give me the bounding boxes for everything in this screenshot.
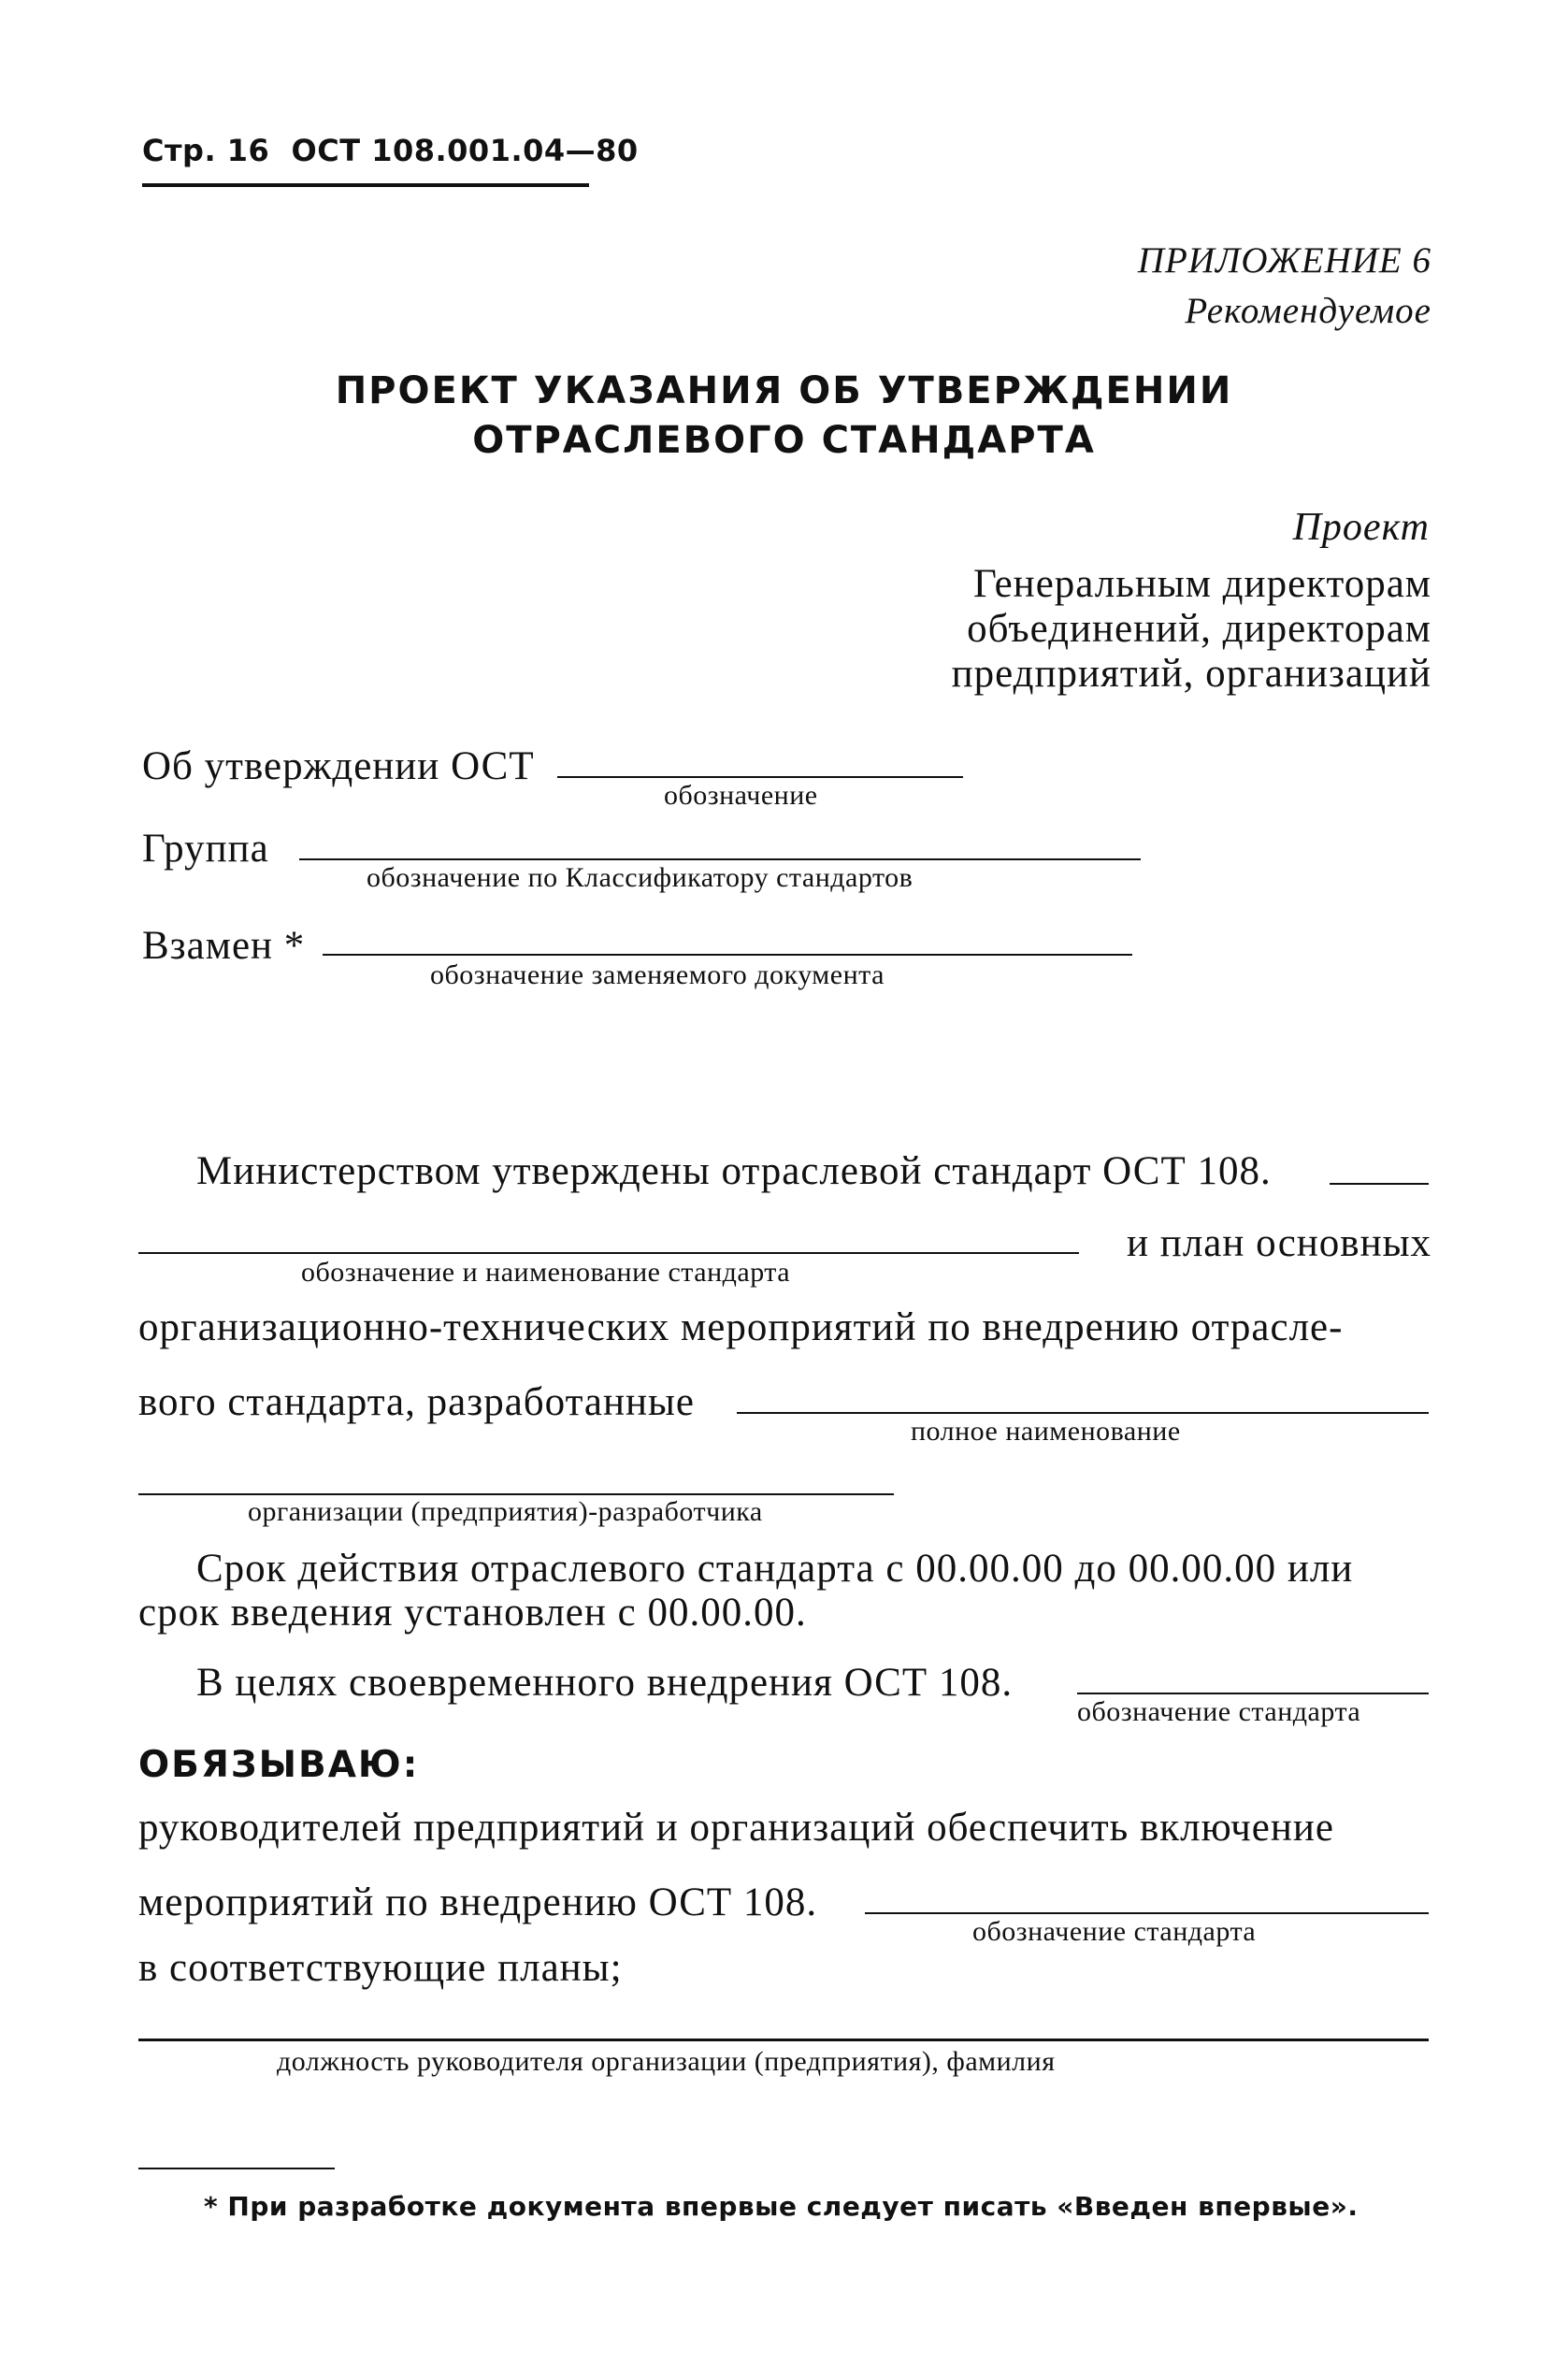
body-p1-line1: Министерством утверждены отраслевой стандарт ОСТ 108. [196, 1149, 1272, 1193]
p1-blank-line4 [138, 1493, 894, 1495]
p4-blank-line [865, 1912, 1429, 1914]
group-blank-line [299, 858, 1141, 860]
p1-blank-line2 [138, 1252, 1079, 1254]
body-p2-line1: Срок действия отраслевого стандарта с 00.00.00 до 00.00.00 или [196, 1547, 1354, 1591]
footnote-text: * При разработке документа впервые следует писать «Введен впервые». [204, 2191, 1359, 2222]
page-header [142, 133, 639, 168]
p1-blank-line1 [1330, 1183, 1429, 1185]
body-p2-line2: срок введения установлен с 00.00.00. [138, 1591, 807, 1635]
p3-caption: обозначение стандарта [1077, 1696, 1361, 1727]
group-label: Группа [142, 827, 269, 871]
appendix-status: Рекомендуемое [1185, 291, 1431, 331]
document-title-line2: ОТРАСЛЕВОГО СТАНДАРТА [472, 419, 1096, 462]
body-p1-line2-tail: и план основных [1127, 1221, 1431, 1265]
p1-caption-organization: организации (предприятия)-разработчика [248, 1496, 763, 1527]
signature-caption: должность руководителя организации (предприятия), фамилия [277, 2046, 1056, 2077]
addressee-line3: предприятий, организаций [951, 652, 1431, 696]
replace-caption: обозначение заменяемого документа [430, 959, 885, 990]
oblige-heading: ОБЯЗЫВАЮ: [138, 1744, 420, 1786]
appendix-number: ПРИЛОЖЕНИЕ 6 [1137, 240, 1431, 281]
standard-code: ОСТ 108.001.04—80 [291, 133, 639, 168]
body-p3-line1: В целях своевременного внедрения ОСТ 108. [196, 1661, 1014, 1705]
signature-line [138, 2039, 1429, 2041]
addressee-line1: Генеральным директорам [973, 562, 1431, 606]
footnote-rule [138, 2168, 335, 2169]
p1-caption-fullname: полное наименование [911, 1416, 1181, 1447]
approval-caption: обозначение [664, 780, 818, 811]
body-p4-line1: руководителей предприятий и организаций обеспечить включение [138, 1806, 1334, 1850]
body-p1-line4: вого стандарта, разработанные [138, 1380, 695, 1424]
p4-caption: обозначение стандарта [972, 1916, 1257, 1947]
group-caption: обозначение по Классификатору стандартов [367, 862, 913, 893]
draft-label: Проект [1292, 506, 1430, 549]
document-title-line1: ПРОЕКТ УКАЗАНИЯ ОБ УТВЕРЖДЕНИИ [335, 369, 1233, 412]
approval-blank-line [557, 776, 963, 778]
body-p4-line2: мероприятий по внедрению ОСТ 108. [138, 1880, 818, 1924]
approval-label: Об утверждении ОСТ [142, 744, 535, 788]
addressee-line2: объединений, директорам [967, 607, 1431, 651]
p3-blank-line [1077, 1693, 1429, 1694]
replace-label: Взамен * [142, 924, 306, 968]
header-rule [142, 183, 589, 187]
replace-blank-line [323, 954, 1132, 956]
p1-caption-standard: обозначение и наименование стандарта [301, 1257, 791, 1288]
body-p4-line3: в соответствующие планы; [138, 1946, 623, 1990]
p1-blank-line3 [737, 1412, 1429, 1414]
page-number: Стр. 16 [142, 133, 270, 168]
body-p1-line3: организационно-технических мероприятий по внедрению отрасле- [138, 1305, 1344, 1349]
